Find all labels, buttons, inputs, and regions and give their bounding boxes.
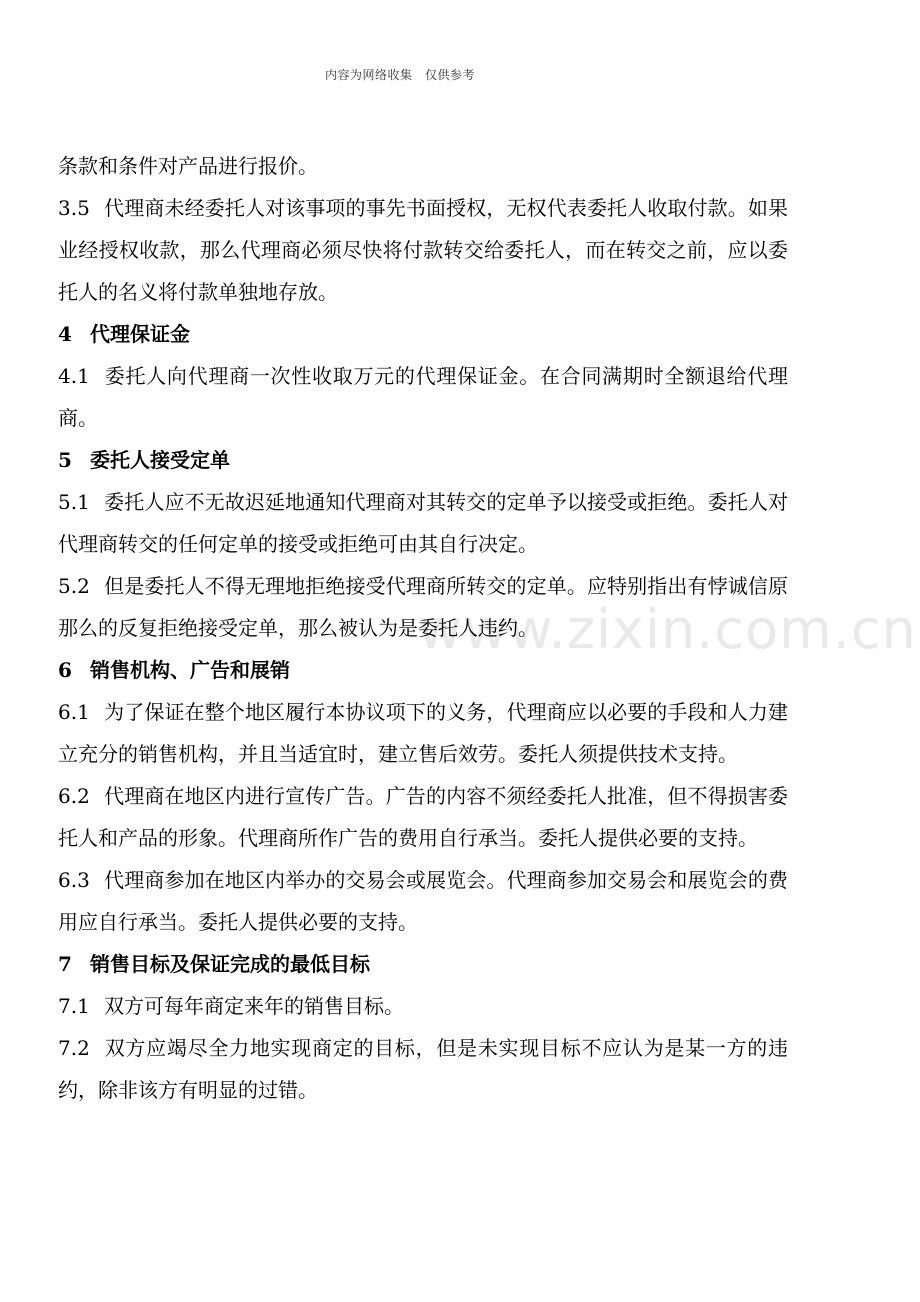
clause-text: 委托人应不无故迟延地通知代理商对其转交的定单予以接受或拒绝。委托人对代理商转交的任何定单的接受或拒绝可由其自行决定。 xyxy=(58,490,788,556)
clause-7-1 xyxy=(58,985,788,1027)
clause-text: 双方可每年商定来年的销售目标。 xyxy=(104,994,404,1018)
clause-text: 但是委托人不得无理地拒绝接受代理商所转交的定单。应特别指出有悖诚信原那么的反复拒绝接受定单，那么被认为是委托人违约。 xyxy=(58,574,788,640)
clause-number: 5.2 xyxy=(58,574,90,598)
paragraph-text: 条款和条件对产品进行报价。 xyxy=(58,154,318,178)
clause-4-1 xyxy=(58,355,788,439)
clause-number: 5.1 xyxy=(58,490,90,514)
clause-number: 3.5 xyxy=(58,196,90,220)
section-title: 销售机构、广告和展销 xyxy=(90,658,290,682)
clause-number: 7.2 xyxy=(58,1036,90,1060)
section-heading-6 xyxy=(58,649,788,691)
clause-text: 代理商未经委托人对该事项的事先书面授权，无权代表委托人收取付款。如果业经授权收款，那么代理商必须尽快将付款转交给委托人，而在转交之前，应以委托人的名义将付款单独地存放。 xyxy=(58,196,788,304)
clause-5-1 xyxy=(58,481,788,565)
clause-6-1 xyxy=(58,691,788,775)
clause-6-3 xyxy=(58,859,788,943)
clause-text: 代理商在地区内进行宣传广告。广告的内容不须经委托人批准，但不得损害委托人和产品的形象。代理商所作广告的费用自行承当。委托人提供必要的支持。 xyxy=(58,784,788,850)
header-disclaimer: 内容为网络收集 仅供参考 xyxy=(324,68,475,82)
section-number: 5 xyxy=(58,448,72,472)
clause-5-2 xyxy=(58,565,788,649)
section-number: 7 xyxy=(58,952,72,976)
section-heading-5 xyxy=(58,439,788,481)
section-number: 6 xyxy=(58,658,72,682)
clause-number: 6.3 xyxy=(58,868,90,892)
section-title: 销售目标及保证完成的最低目标 xyxy=(90,952,370,976)
clause-number: 4.1 xyxy=(58,364,90,388)
section-heading-4 xyxy=(58,313,788,355)
section-title: 代理保证金 xyxy=(90,322,190,346)
clause-3-5 xyxy=(58,187,788,313)
clause-number: 7.1 xyxy=(58,994,90,1018)
clause-6-2 xyxy=(58,775,788,859)
clause-7-2 xyxy=(58,1027,788,1111)
clause-number: 6.1 xyxy=(58,700,90,724)
watermark: www.zixin.com.cn xyxy=(418,598,917,661)
clause-text: 双方应竭尽全力地实现商定的目标，但是未实现目标不应认为是某一方的违约，除非该方有明显的过错。 xyxy=(58,1036,788,1102)
section-title: 委托人接受定单 xyxy=(90,448,230,472)
clause-text: 委托人向代理商一次性收取万元的代理保证金。在合同满期时全额退给代理商。 xyxy=(58,364,788,430)
clause-number: 6.2 xyxy=(58,784,90,808)
document-body xyxy=(58,145,788,1111)
paragraph-continuation xyxy=(58,145,788,187)
section-number: 4 xyxy=(58,322,72,346)
clause-text: 代理商参加在地区内举办的交易会或展览会。代理商参加交易会和展览会的费用应自行承当。委托人提供必要的支持。 xyxy=(58,868,788,934)
section-heading-7 xyxy=(58,943,788,985)
clause-text: 为了保证在整个地区履行本协议项下的义务，代理商应以必要的手段和人力建立充分的销售机构，并且当适宜时，建立售后效劳。委托人须提供技术支持。 xyxy=(58,700,788,766)
